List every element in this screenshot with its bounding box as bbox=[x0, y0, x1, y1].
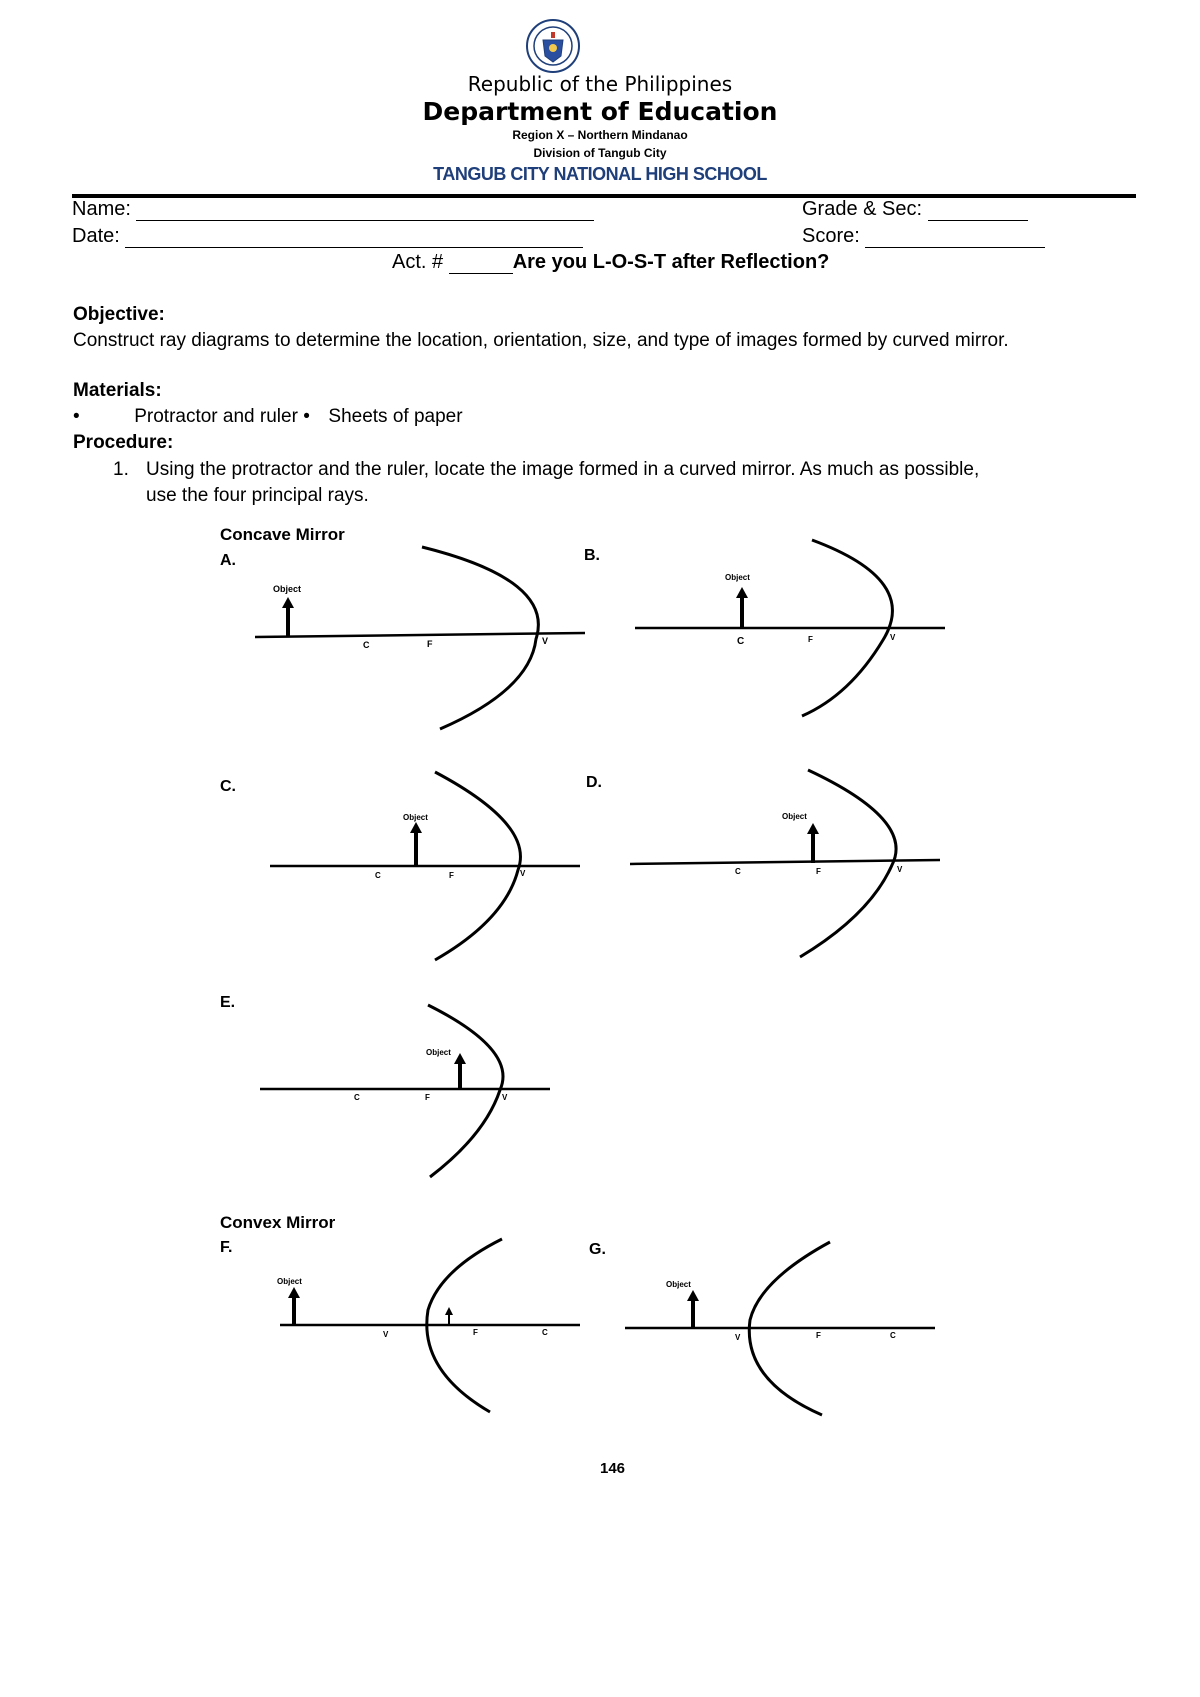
republic-heading: Republic of the Philippines bbox=[467, 72, 733, 96]
point-c-label: C bbox=[737, 636, 745, 647]
point-f-label: F bbox=[808, 635, 813, 644]
object-label: Object bbox=[273, 584, 302, 594]
date-blank[interactable] bbox=[125, 227, 583, 248]
diagram-label-a: A. bbox=[220, 552, 236, 569]
object-label: Object bbox=[666, 1280, 691, 1289]
procedure-step-text: Using the protractor and the ruler, locate the image formed in a curved mirror. As much as possible, bbox=[146, 459, 980, 480]
object-label: Object bbox=[725, 573, 750, 582]
diagram-label-g: G. bbox=[589, 1241, 606, 1258]
point-c-label: C bbox=[542, 1328, 548, 1337]
point-v-label: V bbox=[520, 869, 526, 878]
activity-prefix: Act. # bbox=[392, 251, 444, 273]
point-f-label: F bbox=[427, 639, 433, 649]
activity-title: Are you L-O-S-T after Reflection? bbox=[512, 251, 830, 273]
materials-heading: Materials: bbox=[73, 380, 162, 401]
diagram-label-e: E. bbox=[220, 994, 236, 1011]
score-blank[interactable] bbox=[865, 227, 1045, 248]
point-v-label: V bbox=[897, 865, 903, 874]
objective-heading: Objective: bbox=[73, 304, 165, 325]
point-f-label: F bbox=[449, 871, 454, 880]
name-field[interactable] bbox=[72, 198, 594, 221]
point-f-label: F bbox=[473, 1328, 478, 1337]
materials-list bbox=[73, 406, 463, 428]
convex-mirror-title: Convex Mirror bbox=[220, 1213, 336, 1232]
material-item: Sheets of paper bbox=[328, 406, 463, 427]
diagram-label-c: C. bbox=[220, 778, 236, 795]
object-label: Object bbox=[782, 812, 807, 821]
deped-seal-icon bbox=[525, 18, 581, 74]
point-c-label: C bbox=[375, 871, 381, 880]
object-label: Object bbox=[277, 1277, 302, 1286]
grade-section-blank[interactable] bbox=[928, 200, 1028, 221]
activity-number-blank[interactable] bbox=[449, 253, 513, 274]
diagram-label-d: D. bbox=[586, 774, 602, 791]
point-v-label: V bbox=[383, 1330, 389, 1339]
division-heading: Division of Tangub City bbox=[533, 146, 667, 160]
bullet-icon: • bbox=[73, 406, 80, 427]
point-f-label: F bbox=[816, 867, 821, 876]
diagram-label-b: B. bbox=[584, 547, 600, 564]
point-c-label: C bbox=[890, 1331, 896, 1340]
object-label: Object bbox=[403, 813, 428, 822]
grade-section-label: Grade & Sec: bbox=[802, 198, 923, 220]
point-c-label: C bbox=[354, 1093, 360, 1102]
school-name: TANGUB CITY NATIONAL HIGH SCHOOL bbox=[433, 164, 767, 184]
mirror-diagrams bbox=[110, 520, 1170, 1480]
department-heading: Department of Education bbox=[422, 97, 778, 126]
material-item: Protractor and ruler bbox=[134, 406, 298, 427]
point-v-label: V bbox=[542, 636, 549, 646]
point-c-label: C bbox=[363, 640, 370, 650]
object-label: Object bbox=[426, 1048, 451, 1057]
point-f-label: F bbox=[425, 1093, 430, 1102]
procedure-step-text-continued: use the four principal rays. bbox=[146, 485, 369, 506]
scanned-page-number: 146 bbox=[600, 1460, 626, 1477]
concave-mirror-title: Concave Mirror bbox=[220, 525, 345, 544]
point-f-label: F bbox=[816, 1331, 821, 1340]
bullet-icon: • bbox=[303, 406, 310, 427]
region-heading: Region X – Northern Mindanao bbox=[512, 128, 688, 142]
name-blank[interactable] bbox=[136, 200, 594, 221]
diagram-label-f: F. bbox=[220, 1239, 233, 1256]
point-v-label: V bbox=[502, 1093, 508, 1102]
name-label: Name: bbox=[72, 198, 131, 220]
procedure-step-number: 1. bbox=[113, 459, 129, 480]
point-v-label: V bbox=[890, 633, 896, 642]
date-label: Date: bbox=[72, 225, 120, 247]
point-c-label: C bbox=[735, 867, 741, 876]
grade-section-field[interactable] bbox=[802, 198, 1028, 221]
score-field[interactable] bbox=[802, 225, 1045, 248]
date-field[interactable] bbox=[72, 225, 583, 248]
activity-title-line bbox=[392, 251, 829, 274]
objective-text: Construct ray diagrams to determine the location, orientation, size, and type of images formed by curved mirror. bbox=[73, 330, 1009, 351]
score-label: Score: bbox=[802, 225, 860, 247]
point-v-label: V bbox=[735, 1333, 741, 1342]
procedure-heading: Procedure: bbox=[73, 432, 174, 453]
